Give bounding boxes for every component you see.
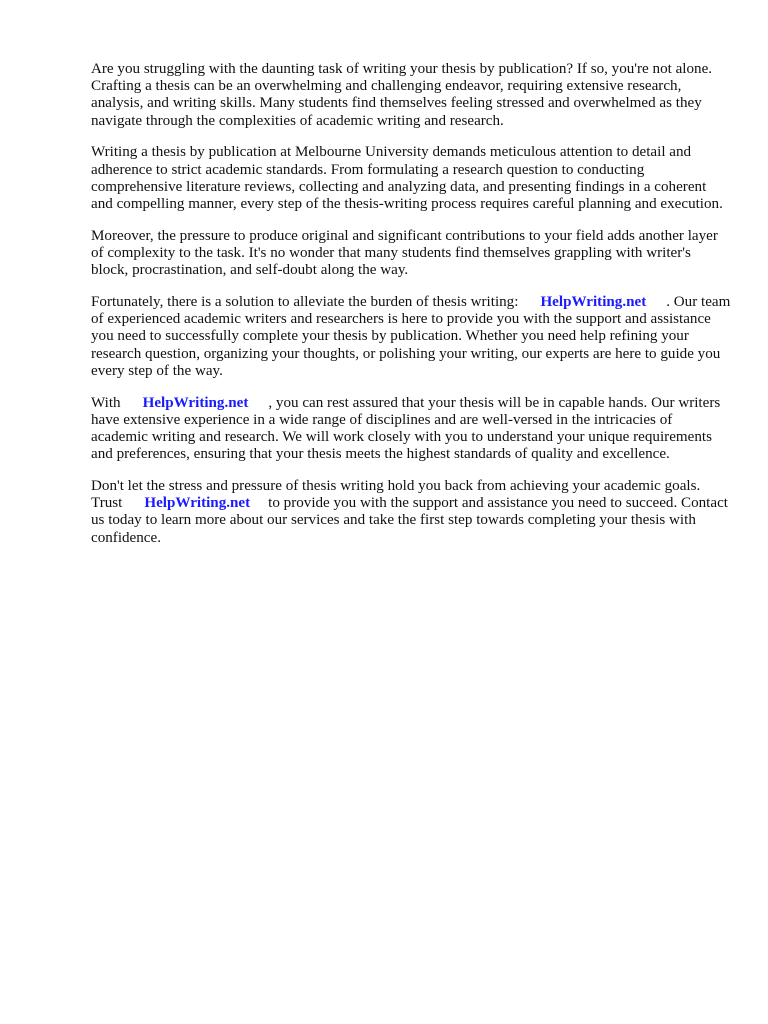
paragraph-with-lead: With — [91, 394, 121, 411]
helpwriting-link-1[interactable]: HelpWriting.net — [540, 294, 647, 311]
paragraph-pressure: Moreover, the pressure to produce original and significant contributions to your field adds another layer of complexity to the task. It's no wonder that many students find themselves grappling with writer's block, procrastination, and self-doubt along the way. — [91, 227, 718, 279]
document-body — [91, 61, 731, 561]
helpwriting-link-2[interactable]: HelpWriting.net — [142, 394, 249, 411]
paragraph-solution-tail: . Our team of experienced academic writers and researchers is here to provide you with the support and assistance you need to successfully complete your thesis by publication. Whether you need help refining your research question, organizing your thoughts, or polishing your writing, our experts are here to guide you every step of the way. — [91, 294, 731, 379]
paragraph-solution-lead: Fortunately, there is a solution to alleviate the burden of thesis writing: — [91, 294, 519, 311]
paragraph-closing — [91, 478, 731, 547]
paragraph-solution — [91, 294, 731, 380]
paragraph-with — [91, 395, 731, 464]
paragraph-intro: Are you struggling with the daunting task of writing your thesis by publication? If so, you're not alone. Crafting a thesis can be an overwhelming and challenging endeavor, requiring extensive research, analysis, and writing skills. Many students find themselves feeling stressed and overwhelmed as they navigate through the complexities of academic writing and research. — [91, 61, 713, 129]
paragraph-closing-lead: Trust — [91, 495, 123, 512]
paragraph-closing-first-line: Don't let the stress and pressure of thesis writing hold you back from achieving your academic goals. — [91, 478, 701, 495]
paragraph-closing-tail: to provide you with the support and assistance you need to succeed. Contact us today to learn more about our services and take the first step towards completing your thesis with confidence. — [91, 495, 728, 546]
paragraph-melbourne: Writing a thesis by publication at Melbourne University demands meticulous attention to detail and adherence to strict academic standards. From formulating a research question to conducting comprehensive literature reviews, collecting and analyzing data, and presenting findings in a coherent and compelling manner, every step of the thesis-writing process requires careful planning and execution. — [91, 144, 723, 213]
paragraph-with-tail: , you can rest assured that your thesis will be in capable hands. Our writers have extensive experience in a wide range of disciplines and are well-versed in the intricacies of academic writing and research. We will work closely with you to understand your unique requirements and preferences, ensuring that your thesis meets the highest standards of quality and excellence. — [91, 394, 721, 463]
helpwriting-link-3[interactable]: HelpWriting.net — [144, 495, 251, 512]
